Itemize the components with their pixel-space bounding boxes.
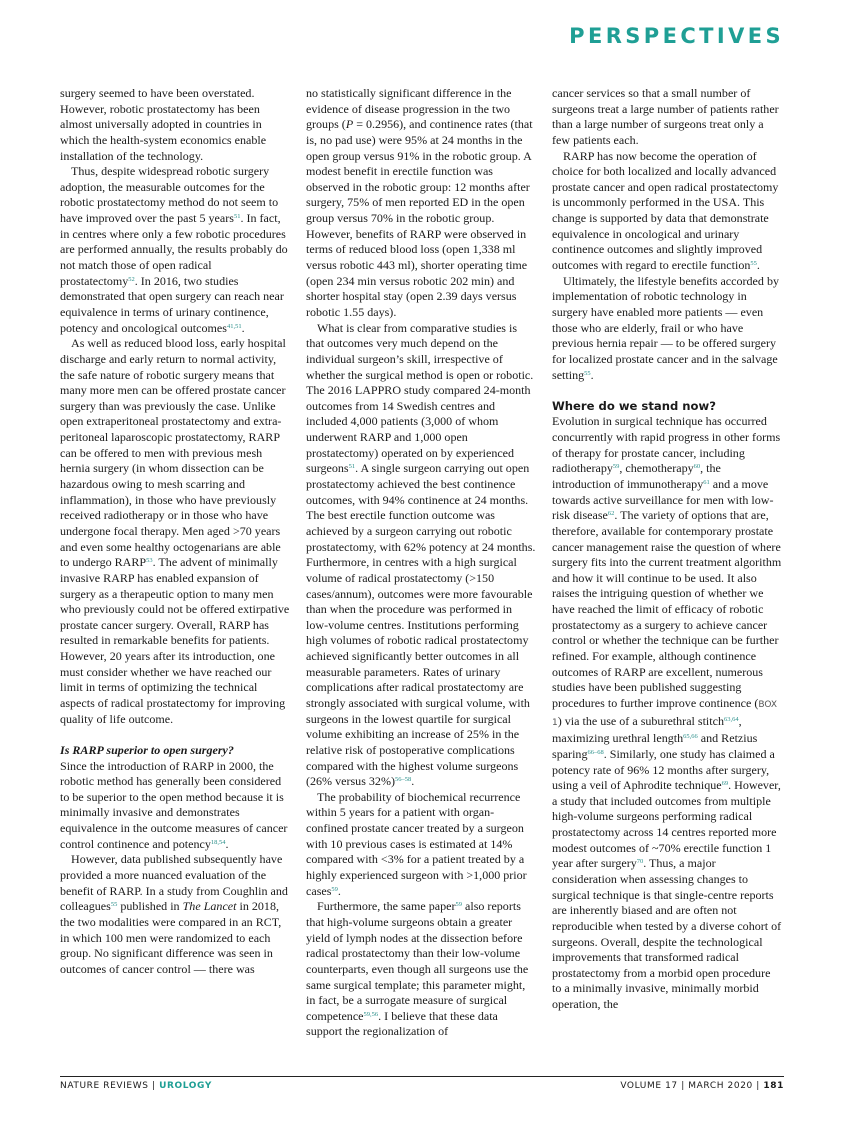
- subsection-heading: Where do we stand now?: [552, 398, 716, 413]
- section-header: PERSPECTIVES: [569, 24, 784, 48]
- citation-ref[interactable]: 70: [636, 858, 644, 866]
- paragraph: cancer services so that a small number of surgeons treat a large number of patients rather than a large number of surgeons treat only a few patients each.: [552, 86, 779, 147]
- citation-ref[interactable]: 55: [584, 369, 591, 377]
- citation-ref[interactable]: 65,66: [683, 733, 698, 741]
- citation-ref[interactable]: 63,64: [724, 715, 739, 723]
- citation-ref[interactable]: 52: [128, 275, 135, 283]
- citation-ref[interactable]: 61: [703, 478, 710, 486]
- paragraph: As well as reduced blood loss, early hospital discharge and early return to normal activity, the safe nature of robotic surgery means that many more men can be offered prostate cancer surgery than was previously the case. Unlike open extraperitoneal prostatectomy and extra-peritoneal laparoscopic prostatectomy, RARP can be offered to men with previous mesh hernia surgery (in whom dissection can be hazardous owing to mesh scarring and inflammation), in those who have previously received radiotherapy or in those who have undergone focal therapy. Men aged >70 years and even some healthy octogenarians are able to undergo RARP$^{53}$. The advent of minimally invasive RARP has enabled expansion of surgery as a therapeutic option to many men who previously could not be offered extirpative prostate cancer surgery. Overall, RARP has resulted in remarkable benefits for patients. However, 20 years after its introduction, one must consider whether we have reached our limit in terms of optimizing the technical aspects of radical prostatectomy for improving quality of life outcome.: [60, 336, 290, 726]
- paragraph: Evolution in surgical technique has occurred concurrently with rapid progress in other forms of therapy for prostate cancer, including radiotherapy$^{59}$, chemotherapy$^{60}$, the introduction of immunotherapy$^{61}$ and a move towards active surveillance for men with low-risk disease$^{62}$. The variety of options that are, therefore, available for contemporary prostate cancer management raise the question of where surgery fits into the current treatment algorithm and how it will continue to be used. It also raises the intriguing question of whether we have reached the limit of efficacy of robotic prostatectomy as a surgery to achieve cancer control or whether the technique can be further refined. For example, although continence outcomes of RARP are excellent, numerous studies have been published suggesting procedures to further improve continence (BOX 1) via the use of a suburethral stitch$^{63,64}$, maximizing urethral length$^{65,66}$ and Retzius sparing$^{66-68}$. Similarly, one study has claimed a potency rate of 96% 12 months after surgery, using a veil of Aphrodite technique$^{69}$. However, a study that included outcomes from multiple high-volume surgeons performing radical prostatectomy across 14 centres reported more modest outcomes of ~70% erectile function 1 year after surgery$^{70}$. Thus, a major consideration when assessing changes to surgical technique is that single-centre reports are inherently biased and are often not reproducible when tested by a diverse cohort of surgeons. Overall, despite the technological improvements that transformed radical prostatectomy from a morbid open procedure to a minimally invasive, minimally morbid operation, the: [552, 414, 782, 1012]
- citation-ref[interactable]: 59: [455, 901, 462, 909]
- citation-ref[interactable]: 59,56: [363, 1010, 379, 1018]
- journal-subtitle: UROLOGY: [159, 1081, 212, 1091]
- text-column-3: [552, 86, 782, 1013]
- citation-ref[interactable]: 55: [750, 260, 757, 268]
- citation-ref[interactable]: 51: [348, 463, 356, 471]
- paragraph: The probability of biochemical recurrence within 5 years for a patient with organ-confined prostate cancer treated by a surgeon with 10 previous cases is estimated at 14% compared with <3% for a patient treated by a highly experienced surgeon with >1,000 prior cases$^{59}$.: [306, 789, 527, 898]
- paragraph: Ultimately, the lifestyle benefits accorded by implementation of robotic technology in surgery have enabled more patients — even those who are elderly, frail or who have previous hernia repair — to be offered surgery for localized prostate cancer and in the salvage setting$^{55}$.: [552, 273, 779, 382]
- paragraph: Furthermore, the same paper$^{59}$ also reports that high-volume surgeons obtain a greater yield of lymph nodes at the dissection before radical prostatectomy than their low-volume counterparts, even though all surgeons use the same surgical template; this parameter might, in fact, be a surrogate measure of surgical competence$^{59,56}$. I believe that these data support the regionalization of: [306, 899, 529, 1039]
- paragraph: RARP has now become the operation of choice for both localized and locally advanced prostate cancer and open radical prostatectomy is uncommonly performed in the USA. This change is supported by data that demonstrate equivalence in oncological and urinary continence outcomes and slightly improved outcomes with regard to erectile function$^{55}$.: [552, 148, 779, 273]
- text-column-2: [306, 86, 536, 1040]
- paragraph: What is clear from comparative studies is that outcomes very much depend on the individual surgeon’s skill, irrespective of whether the surgical method is open or robotic. The 2016 LAPPRO study compared 24-month outcomes from 14 Swedish centres and included 4,000 patients (3,000 of whom underwent RARP and 1,000 open prostatectomy) operated on by experienced surgeons$^{51}$. A single surgeon carrying out open prostatectomy achieved the best continence outcomes, with 94% continence at 24 months. The best erectile function outcome was achieved by a surgeon carrying out robotic prostatectomy, with 62% potency at 24 months. Furthermore, in centres with a high surgical volume of radical prostatectomy (>150 cases/annum), outcomes were more favourable than when the procedure was performed in low-volume centres. Institutions performing high volumes of robotic radical prostatectomy achieved significantly better outcomes in all measurable parameters. Rates of urinary complications after radical prostatectomy are strongly associated with surgical volume, with surgeons in the lowest quartile for surgical volume exhibiting an increase of 25% in the relative risk of postoperative complications compared with the highest volume surgeons (26% versus 32%)$^{56-58}$.: [306, 320, 536, 789]
- citation-ref[interactable]: 66–68: [587, 748, 604, 756]
- paragraph: Thus, despite widespread robotic surgery adoption, the measurable outcomes for the robotic prostatectomy method do not seem to have improved over the past 5 years$^{51}$. In fact, in centres where only a few robotic procedures are performed annually, the results probably do not match those of open radical prostatectomy$^{52}$. In 2016, two studies demonstrated that open surgery can reach near equivalence in terms of urinary continence, potency and oncological outcomes$^{41,51}$.: [60, 164, 288, 335]
- journal-footer: NATURE REVIEWS | UROLOGY: [60, 1081, 212, 1091]
- citation-ref[interactable]: 56–58: [395, 776, 412, 784]
- page-info: VOLUME 17 | MARCH 2020 | 181: [620, 1081, 784, 1091]
- citation-ref[interactable]: 69: [721, 780, 729, 788]
- paragraph: However, data published subsequently have provided a more nuanced evaluation of the benefit of RARP. In a study from Coughlin and colleagues$^{55}$ published in The Lancet in 2018, the two modalities were compared in an RCT, in which 100 men were randomized to each group. No significant difference was seen in outcomes of cancer control — there was: [60, 852, 288, 976]
- citation-ref[interactable]: 51: [233, 213, 241, 221]
- journal-name: NATURE REVIEWS: [60, 1081, 149, 1091]
- paragraph: no statistically significant difference in the evidence of disease progression in the two groups (P = 0.2956), and continence rates (that is, no pad use) were 95% at 24 months in the open group versus 91% in the robotic group. A modest benefit in erectile function was observed in the robotic group: 12 months after surgery, 75% of men reported ED in the open group versus 70% in the robotic group. However, benefits of RARP were observed in terms of reduced blood loss (open 1,338 ml versus robotic 443 ml), shorter operating time (open 234 min versus robotic 202 min) and shorter hospital stay (open 2.39 days versus robotic 1.55 days).: [306, 86, 533, 319]
- box-reference-link[interactable]: BOX 1: [552, 699, 778, 728]
- p-value-variable: P: [345, 117, 354, 132]
- paragraph: surgery seemed to have been overstated. However, robotic prostatectomy has been almost universally adopted in countries in which the health-system economics enable installation of the technology.: [60, 86, 267, 163]
- journal-title: The Lancet: [182, 899, 237, 914]
- subsection-heading: Is RARP superior to open surgery?: [60, 742, 234, 757]
- citation-ref[interactable]: 59: [612, 463, 620, 471]
- citation-ref[interactable]: 41,51: [226, 322, 242, 330]
- text-column-1: [60, 86, 290, 977]
- page-number: 181: [763, 1081, 784, 1091]
- citation-ref[interactable]: 55: [110, 901, 118, 909]
- citation-ref[interactable]: 18,54: [210, 838, 226, 846]
- issue-date: MARCH 2020: [688, 1081, 753, 1091]
- volume-label: VOLUME 17: [620, 1081, 678, 1091]
- citation-ref[interactable]: 59: [331, 885, 338, 893]
- paragraph: Since the introduction of RARP in 2000, the robotic method has generally been considered to be superior to the open method because it is minimally invasive and demonstrates equivalence in the outcome measures of cancer control continence and potency$^{18,54}$.: [60, 758, 288, 851]
- citation-ref[interactable]: 60: [693, 463, 701, 471]
- footer-divider: [60, 1076, 784, 1077]
- citation-ref[interactable]: 62: [607, 510, 615, 518]
- citation-ref[interactable]: 53: [146, 557, 153, 565]
